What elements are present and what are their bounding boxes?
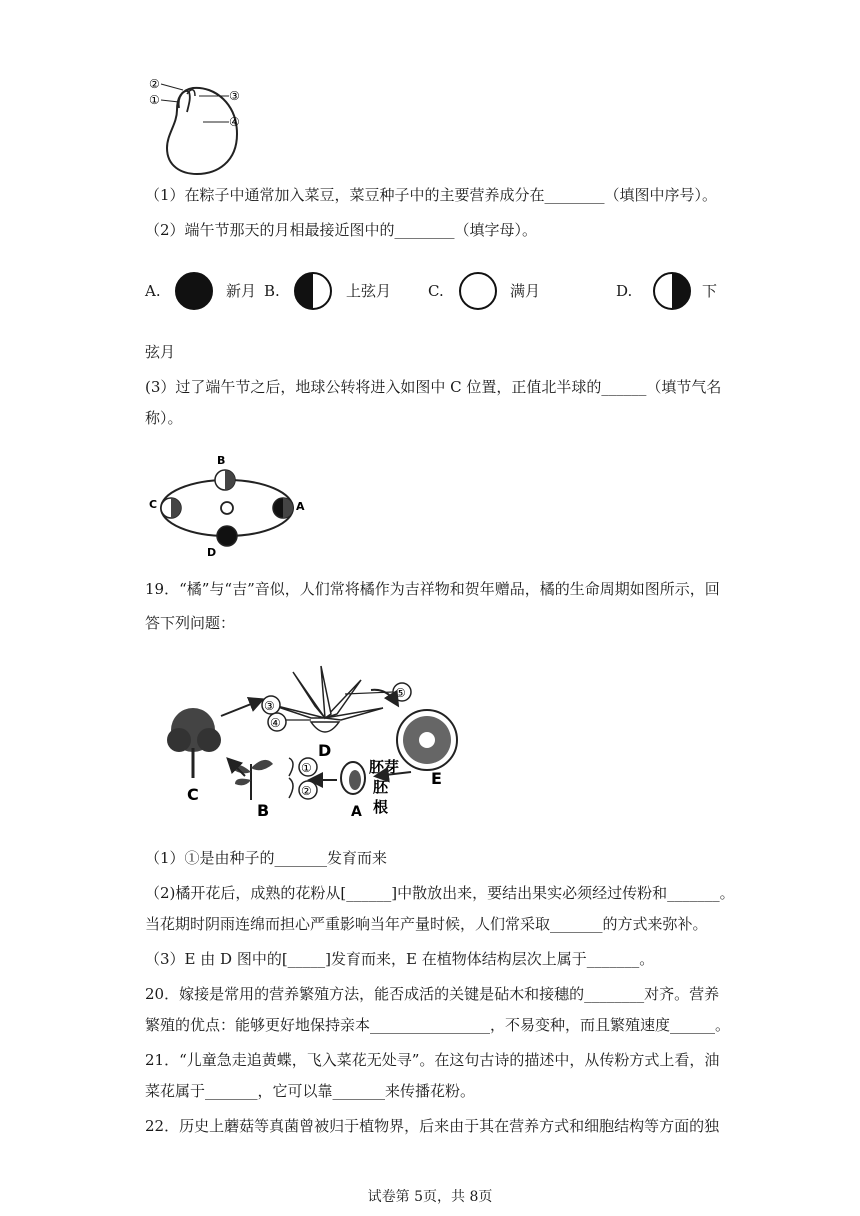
q18-part2: （2）端午节那天的月相最接近图中的________（填字母）。 — [145, 221, 538, 239]
earth-a-icon — [273, 498, 293, 518]
full-moon-icon — [458, 271, 498, 311]
figure-label-4: ④ — [270, 716, 281, 730]
tree-icon — [167, 708, 221, 778]
seed-label-2: ② — [149, 77, 160, 91]
q18-part3-line1: (3）过了端午节之后，地球公转将进入如图中 C 位置，正值北半球的______（填节气名 — [145, 378, 722, 396]
figure-label-3: ③ — [264, 699, 275, 713]
citrus-life-cycle-figure — [165, 660, 475, 820]
figure-label-b: B — [257, 801, 270, 820]
q19-part3: （3）E 由 D 图中的[_____]发育而来，E 在植物体结构层次上属于_______。 — [145, 950, 655, 968]
q20-line1: 20．嫁接是常用的营养繁殖方法，能否成活的关键是砧木和接穗的________对齐。营养 — [145, 985, 720, 1003]
figure-label-1: ① — [301, 761, 312, 775]
option-d-letter: D. — [616, 282, 633, 300]
option-c-letter: C. — [428, 282, 444, 300]
q21-line2: 菜花属于_______，它可以靠_______来传播花粉。 — [145, 1082, 476, 1100]
first-quarter-moon-icon — [293, 271, 333, 311]
new-moon-icon — [174, 271, 214, 311]
option-c-text: 满月 — [510, 282, 541, 300]
seed-label-4: ④ — [229, 115, 240, 129]
earth-c-icon — [161, 498, 181, 518]
option-b-text: 上弦月 — [346, 282, 392, 300]
last-quarter-moon-icon — [652, 271, 692, 311]
figure-label-c: C — [187, 785, 199, 804]
option-d-text-2: 弦月 — [145, 343, 176, 361]
option-a-text: 新月 — [226, 282, 257, 300]
earth-orbit-figure — [145, 448, 310, 560]
bean-seed-figure — [145, 74, 250, 184]
figure-label-pei: 胚 — [373, 778, 389, 796]
seed-label-3: ③ — [229, 89, 240, 103]
option-d-text-1: 下 — [702, 282, 718, 300]
q19-stem-line2: 答下列问题： — [145, 614, 236, 632]
q21-line1: 21．“儿童急走追黄蝶，飞入菜花无处寻”。在这句古诗的描述中，从传粉方式上看，油 — [145, 1051, 720, 1069]
earth-d-icon — [217, 526, 237, 546]
sun-icon — [221, 502, 233, 514]
orbit-label-c: C — [149, 498, 158, 511]
figure-label-d: D — [318, 741, 332, 760]
option-b-letter: B. — [264, 282, 280, 300]
q18-part1: （1）在粽子中通常加入菜豆，菜豆种子中的主要营养成分在________（填图中序号）。 — [145, 186, 718, 204]
q18-part3-line2: 称）。 — [145, 409, 183, 427]
figure-label-2: ② — [301, 784, 312, 798]
page-footer: 试卷第 5页，共 8页 — [367, 1189, 493, 1205]
orbit-label-d: D — [207, 546, 217, 559]
seed-label-1: ① — [149, 93, 160, 107]
figure-label-5: ⑤ — [395, 686, 406, 700]
seedling-icon — [231, 760, 273, 800]
q19-part2-line2: 当花期时阴雨连绵而担心严重影响当年产量时候，人们常采取_______的方式来弥补。 — [145, 915, 708, 933]
q19-part2-line1: （2)橘开花后，成熟的花粉从[______]中散放出来，要结出果实必须经过传粉和_______。 — [145, 884, 735, 902]
figure-label-gen: 根 — [373, 798, 389, 816]
q22-line1: 22．历史上蘑菇等真菌曾被归于植物界，后来由于其在营养方式和细胞结构等方面的独 — [145, 1117, 720, 1135]
orbit-label-a: A — [296, 500, 305, 513]
option-a-letter: A. — [145, 282, 161, 300]
q19-stem-line1: 19．“橘”与“吉”音似，人们常将橘作为吉祥物和贺年赠品，橘的生命周期如图所示，回 — [145, 580, 720, 598]
fruit-cross-section-icon — [397, 710, 457, 770]
figure-label-a: A — [351, 804, 362, 820]
orbit-label-b: B — [217, 454, 226, 467]
figure-label-e: E — [431, 769, 442, 788]
orange-seed-icon — [341, 762, 365, 794]
q19-part1: （1）①是由种子的_______发育而来 — [145, 849, 388, 867]
figure-label-peiya: 胚芽 — [369, 758, 400, 776]
earth-b-icon — [215, 470, 235, 490]
q20-line2: 繁殖的优点：能够更好地保持亲本________________，不易变种，而且繁殖速度______。 — [145, 1016, 731, 1034]
seed-outline — [167, 88, 237, 174]
arrow-c-to-d — [221, 700, 261, 716]
